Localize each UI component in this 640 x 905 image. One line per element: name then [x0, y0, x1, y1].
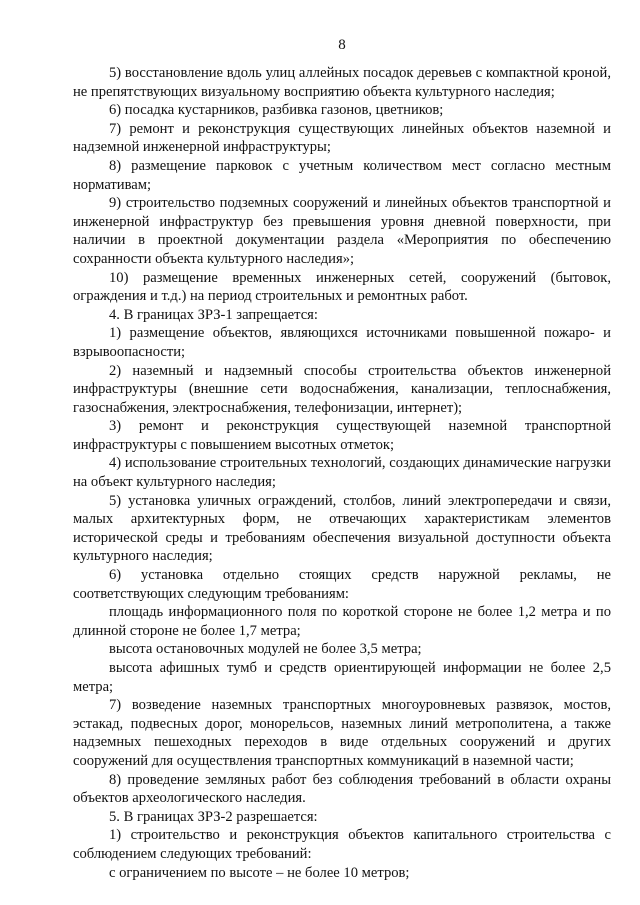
paragraph: 2) наземный и надземный способы строительства объектов инженерной инфраструктуры (внешние сети водоснабжения, канализации, теплоснабжения, газоснабжения, электроснабжения, телефонизации, интернет);: [73, 362, 611, 416]
section-heading: 4. В границах ЗРЗ-1 запрещается:: [109, 306, 318, 323]
paragraph: 9) строительство подземных сооружений и линейных объектов транспортной и инженерной инфраструктур без превышения уровня дневной поверхности, при наличии в проектной документации раздела «Мероприятия по обеспечению сохранности объекта культурного наследия»;: [73, 195, 611, 267]
paragraph: с ограничением по высоте – не более 10 метров;: [109, 864, 410, 881]
paragraph: 1) размещение объектов, являющихся источниками повышенной пожаро- и взрывоопасности;: [73, 325, 611, 360]
paragraph: 4) использование строительных технологий, создающих динамические нагрузки на объект культурного наследия;: [73, 455, 611, 491]
paragraph: 3) ремонт и реконструкция существующей наземной транспортной инфраструктуры с повышением высотных отметок;: [73, 418, 611, 453]
paragraph: 6) установка отдельно стоящих средств наружной рекламы, не соответствующих следующим требованиям:: [73, 567, 611, 602]
paragraph: 8) проведение земляных работ без соблюдения требований в области охраны объектов археологического наследия.: [73, 771, 611, 807]
paragraph: 7) ремонт и реконструкция существующих линейных объектов наземной и надземной инженерной инфраструктуры;: [73, 120, 611, 156]
paragraph: 7) возведение наземных транспортных многоуровневых развязок, мостов, эстакад, подвесных дорог, монорельсов, наземных линий метрополитена, а также надземных пешеходных переходов в виде отдельных сооружений и других сооружений для осуществления транспортных коммуникаций в наземной части;: [73, 697, 611, 769]
paragraph: высота афишных тумб и средств ориентирующей информации не более 2,5 метра;: [73, 660, 611, 695]
page-number: 8: [338, 37, 346, 53]
paragraph: 5) восстановление вдоль улиц аллейных посадок деревьев с компактной кроной, не препятствующих визуальному восприятию объекта культурного наследия;: [73, 65, 611, 100]
paragraph: 6) посадка кустарников, разбивка газонов, цветников;: [109, 102, 444, 119]
paragraph: высота остановочных модулей не более 3,5 метра;: [109, 641, 422, 658]
paragraph: 10) размещение временных инженерных сетей, сооружений (бытовок, ограждения и т.д.) на период строительных и ремонтных работ.: [73, 269, 611, 305]
paragraph: площадь информационного поля по короткой стороне не более 1,2 метра и по длинной стороне не более 1,7 метра;: [73, 604, 611, 639]
section-heading: 5. В границах ЗРЗ-2 разрешается:: [109, 808, 318, 825]
paragraph: 1) строительство и реконструкция объектов капитального строительства с соблюдением следующих требований:: [73, 827, 611, 862]
document-body: [73, 64, 611, 882]
paragraph: 8) размещение парковок с учетным количеством мест согласно местным нормативам;: [73, 157, 611, 193]
paragraph: 5) установка уличных ограждений, столбов, линий электропередачи и связи, малых архитектурных форм, не отвечающих характеристикам элементов исторической среды и требованиям обеспечения визуальной доступности объекта культурного наследия;: [73, 492, 611, 565]
